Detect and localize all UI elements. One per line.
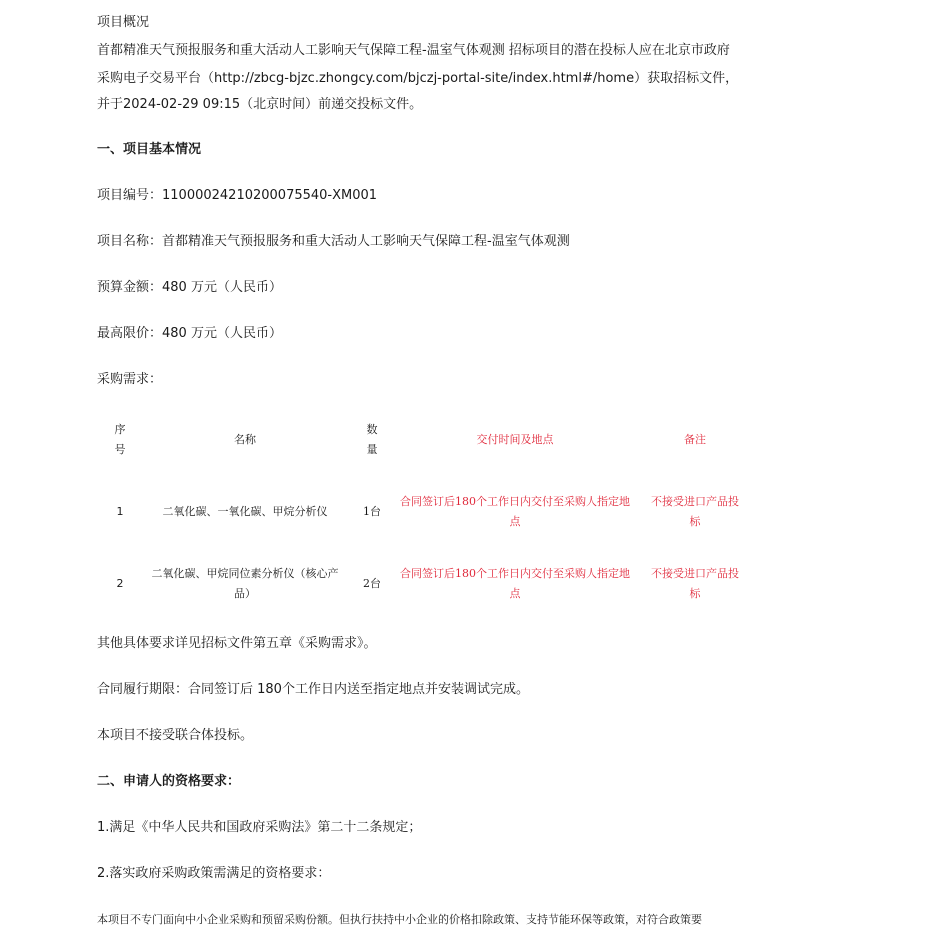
row-1-remark	[645, 492, 745, 532]
row-1-delivery-line-1: 合同签订后180个工作日内交付至采购人指定地	[400, 495, 630, 508]
overview-line-2: 采购电子交易平台（http://zbcg-bjzc.zhongcy.com/bjczj-portal-site/index.html#/home）获取招标文件，	[97, 71, 739, 86]
other-requirements: 其他具体要求详见招标文件第五章《采购需求》。	[97, 636, 377, 651]
no-consortium-notice: 本项目不接受联合体投标。	[97, 728, 254, 743]
row-2-remark-line-2: 标	[689, 587, 701, 600]
section-2-title: 二、申请人的资格要求：	[97, 774, 241, 789]
qualification-item-2: 2.落实政府采购政策需满足的资格要求：	[97, 866, 331, 881]
row-2-delivery	[389, 564, 641, 604]
project-name: 项目名称：首都精准天气预报服务和重大活动人工影响天气保障工程-温室气体观测	[97, 234, 570, 249]
qualification-item-1: 1.满足《中华人民共和国政府采购法》第二十二条规定；	[97, 820, 422, 835]
row-2-name-line-2: 品）	[234, 587, 256, 600]
section-1-title: 一、项目基本情况	[97, 142, 202, 157]
header-index-line-1: 序	[114, 423, 126, 436]
row-1-qty: 1台	[363, 505, 381, 518]
row-1-remark-line-1: 不接受进口产品投	[651, 495, 739, 508]
project-number: 项目编号：11000024210200075540-XM001	[97, 188, 378, 203]
row-2-delivery-line-1: 合同签订后180个工作日内交付至采购人指定地	[400, 567, 630, 580]
row-2-index: 2	[116, 577, 124, 590]
row-2-name	[141, 564, 349, 604]
row-2-remark	[645, 564, 745, 604]
row-2-name-line-1: 二氧化碳、甲烷同位素分析仪（核心产	[151, 567, 339, 580]
budget-amount: 预算金额：480 万元（人民币）	[97, 280, 282, 295]
header-qty	[359, 420, 385, 460]
row-1-index: 1	[116, 505, 124, 518]
overview-line-3: 并于2024-02-29 09:15（北京时间）前递交投标文件。	[97, 97, 423, 112]
header-qty-line-2: 量	[366, 443, 378, 456]
contract-period: 合同履行期限：合同签订后 180个工作日内送至指定地点并安装调试完成。	[97, 682, 529, 697]
header-qty-line-1: 数	[366, 423, 378, 436]
requirements-label: 采购需求：	[97, 372, 163, 387]
row-2-remark-line-1: 不接受进口产品投	[651, 567, 739, 580]
row-2-delivery-line-2: 点	[509, 587, 521, 600]
header-index	[107, 420, 133, 460]
procurement-table	[97, 418, 797, 608]
row-1-name: 二氧化碳、一氧化碳、甲烷分析仪	[162, 505, 328, 518]
header-delivery: 交付时间及地点	[476, 433, 554, 446]
header-name: 名称	[234, 433, 256, 446]
overview-heading: 项目概况	[97, 15, 150, 30]
header-index-line-2: 号	[114, 443, 126, 456]
overview-line-1: 首都精准天气预报服务和重大活动人工影响天气保障工程-温室气体观测 招标项目的潜在投标人应在北京市政府	[97, 43, 730, 58]
qualification-item-2-detail: 本项目不专门面向中小企业采购和预留采购份额。但执行扶持中小企业的价格扣除政策、支持节能环保等政策，对符合政策要	[97, 913, 702, 926]
row-1-remark-line-2: 标	[689, 515, 701, 528]
row-2-qty: 2台	[363, 577, 381, 590]
row-1-delivery	[389, 492, 641, 532]
row-1-delivery-line-2: 点	[509, 515, 521, 528]
max-price: 最高限价：480 万元（人民币）	[97, 326, 282, 341]
header-remark: 备注	[684, 433, 706, 446]
